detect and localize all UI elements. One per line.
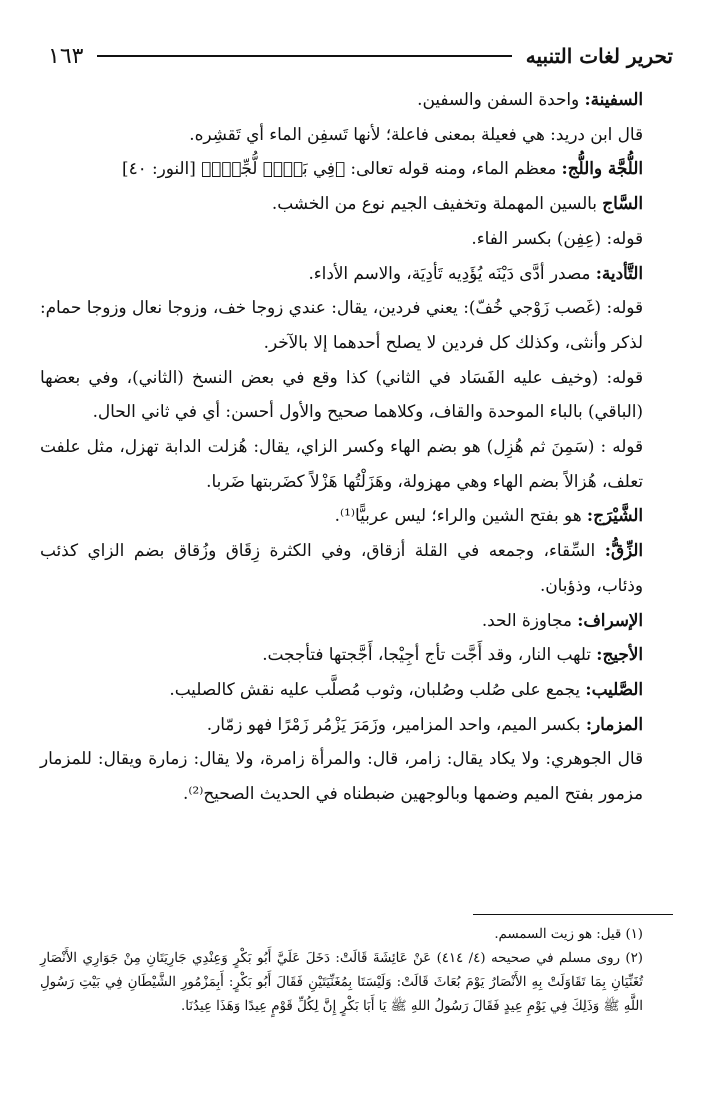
entry-text: قوله: (غَصب زَوْجي خُفّ): يعني فردين، يقال: عندي زوجا خف، وزوجا نعال وزوجا حمام: لذكر وأنثى، وكذلك كل فردين لا يصلح أحدهما إلا بالآخر. bbox=[40, 297, 643, 352]
entry-text: قوله: (عِفِن) بكسر الفاء. bbox=[471, 227, 643, 248]
entry-israf bbox=[40, 603, 673, 638]
entry-text: السِّقاء، وجمعه في القلة أزقاق، وفي الكثرة زِقَاق وزُقاق بضم الزاي كذئب وذئاب، وذؤبان. bbox=[40, 540, 643, 595]
entry-shayraj bbox=[40, 498, 673, 533]
main-text bbox=[40, 82, 673, 811]
footnote-2: (٢) روى مسلم في صحيحه (٤/ ٤١٤) عَنْ عَائِشَةَ قَالَتْ: دَخَلَ عَلَيَّ أَبُو بَكْرٍ وَعِنْدِي جَارِيَتَانِ مِنْ جَوَارِي الأَنْصَارِ تُغَنِّيَانِ بِمَا تَقَاوَلَتْ بِهِ الأَنْصَارُ يَوْمَ بُعَاثَ قَالَتْ: وَلَيْسَتَا بِمُغَنِّيَتَيْنِ فَقَالَ أَبُو بَكْرٍ: أَبِمَزْمُورِ الشَّيْطَانِ فِي بَيْتِ رَسُولِ اللَّهِ ﷺ وَذَلِكَ فِي يَوْمِ عِيدٍ فَقَالَ رَسُولُ اللهِ ﷺ يَا أَبَا بَكْرٍ إِنَّ لِكُلِّ قَوْمٍ عِيدًا وَهَذَا عِيدُنَا. bbox=[40, 951, 643, 1014]
entry-lujja bbox=[40, 151, 673, 186]
entry-jawhari bbox=[40, 741, 673, 810]
headword: اللُّجَّة واللُّج: bbox=[561, 158, 643, 179]
page-number: ١٦٣ bbox=[48, 43, 84, 69]
entry-text: قال الجوهري: ولا يكاد يقال: زامر، قال: والمرأة زامرة، ولا يقال: زمارة ويقال: للمزمار مزمور بفتح الميم وضمها وبالوجهين ضبطناه في الحديث الصحيح⁽²⁾. bbox=[40, 748, 643, 804]
entry-text: بالسين المهملة وتخفيف الجيم نوع من الخشب. bbox=[271, 193, 603, 214]
entry-khif bbox=[40, 360, 673, 429]
entry-ghasb bbox=[40, 290, 673, 359]
entry-text: قوله : (سَمِنَ ثم هُزِل) هو بضم الهاء وكسر الزاي، يقال: هُزلت الدابة تهزل، مثل علفت تعلف، هُزالاً بضم الهاء وهي مهزولة، وهَزَلْتُها هَزْلاً كضَربتها ضَربا. bbox=[40, 436, 643, 491]
entry-text: واحدة السفن والسفين. bbox=[417, 89, 585, 109]
entry-salib bbox=[40, 672, 673, 707]
entry-safina bbox=[40, 82, 673, 117]
footnote-separator bbox=[473, 914, 673, 915]
entry-samina bbox=[40, 429, 673, 498]
headword: الشَّيْرَج: bbox=[586, 505, 643, 526]
entry-text: قال ابن دريد: هي فعيلة بمعنى فاعلة؛ لأنها تَسفِن الماء أي تَقشِره. bbox=[189, 123, 643, 144]
footnotes bbox=[40, 923, 673, 1019]
headword: السفينة: bbox=[584, 89, 643, 109]
headword: التَّأدية: bbox=[595, 262, 643, 283]
entry-afin bbox=[40, 221, 673, 256]
headword: الإسراف: bbox=[577, 609, 643, 630]
headword: المزمار: bbox=[585, 713, 643, 734]
headword: الصَّليب: bbox=[585, 678, 643, 699]
entry-text: معظم الماء، ومنه قوله تعالى: ﴿فِي بَحۡرٖ لُّجِّيّٖ﴾ [النور: ٤٠] bbox=[122, 158, 562, 179]
entry-ibn-durayd bbox=[40, 117, 673, 152]
entry-text: هو بفتح الشين والراء؛ ليس عربيًّا⁽¹⁾. bbox=[334, 505, 587, 526]
entry-text: مجاوزة الحد. bbox=[481, 609, 578, 630]
entry-saj bbox=[40, 186, 673, 221]
page-header bbox=[48, 36, 673, 76]
header-rule bbox=[97, 55, 511, 57]
entry-text: يجمع على صُلب وصُلبان، وثوب مُصلَّب عليه نقش كالصليب. bbox=[169, 678, 586, 699]
headword: الأجيج: bbox=[596, 644, 643, 665]
entry-tadiya bbox=[40, 256, 673, 291]
entry-text: قوله: (وخيف عليه الفَسَاد في الثاني) كذا وقع في بعض النسخ (الثاني)، وفي بعضها (الباقي) بالباء الموحدة والقاف، وكلاهما صحيح والأول أحسن: أي في ثاني الحال. bbox=[40, 366, 643, 422]
headword: السَّاج bbox=[602, 193, 643, 214]
running-title: تحرير لغات التنبيه bbox=[525, 44, 673, 68]
entry-text: مصدر أدَّى دَيْنَه يُؤَدِيه تَأدِيَة، والاسم الأداء. bbox=[308, 262, 596, 283]
entry-text: تلهب النار، وقد أَجَّت تأج أجِيْجا، أَجَّجتها فتأججت. bbox=[262, 644, 597, 665]
entry-ajij bbox=[40, 637, 673, 672]
headword: الزِّقُّ: bbox=[604, 540, 643, 561]
entry-mizmar bbox=[40, 707, 673, 742]
entry-ziqq bbox=[40, 533, 673, 602]
entry-text: بكسر الميم، واحد المزامير، وزَمَرَ يَزْمُر زَمْرًا فهو زمّار. bbox=[206, 713, 586, 734]
footnote-1: (١) قيل: هو زيت السمسم. bbox=[494, 927, 643, 942]
